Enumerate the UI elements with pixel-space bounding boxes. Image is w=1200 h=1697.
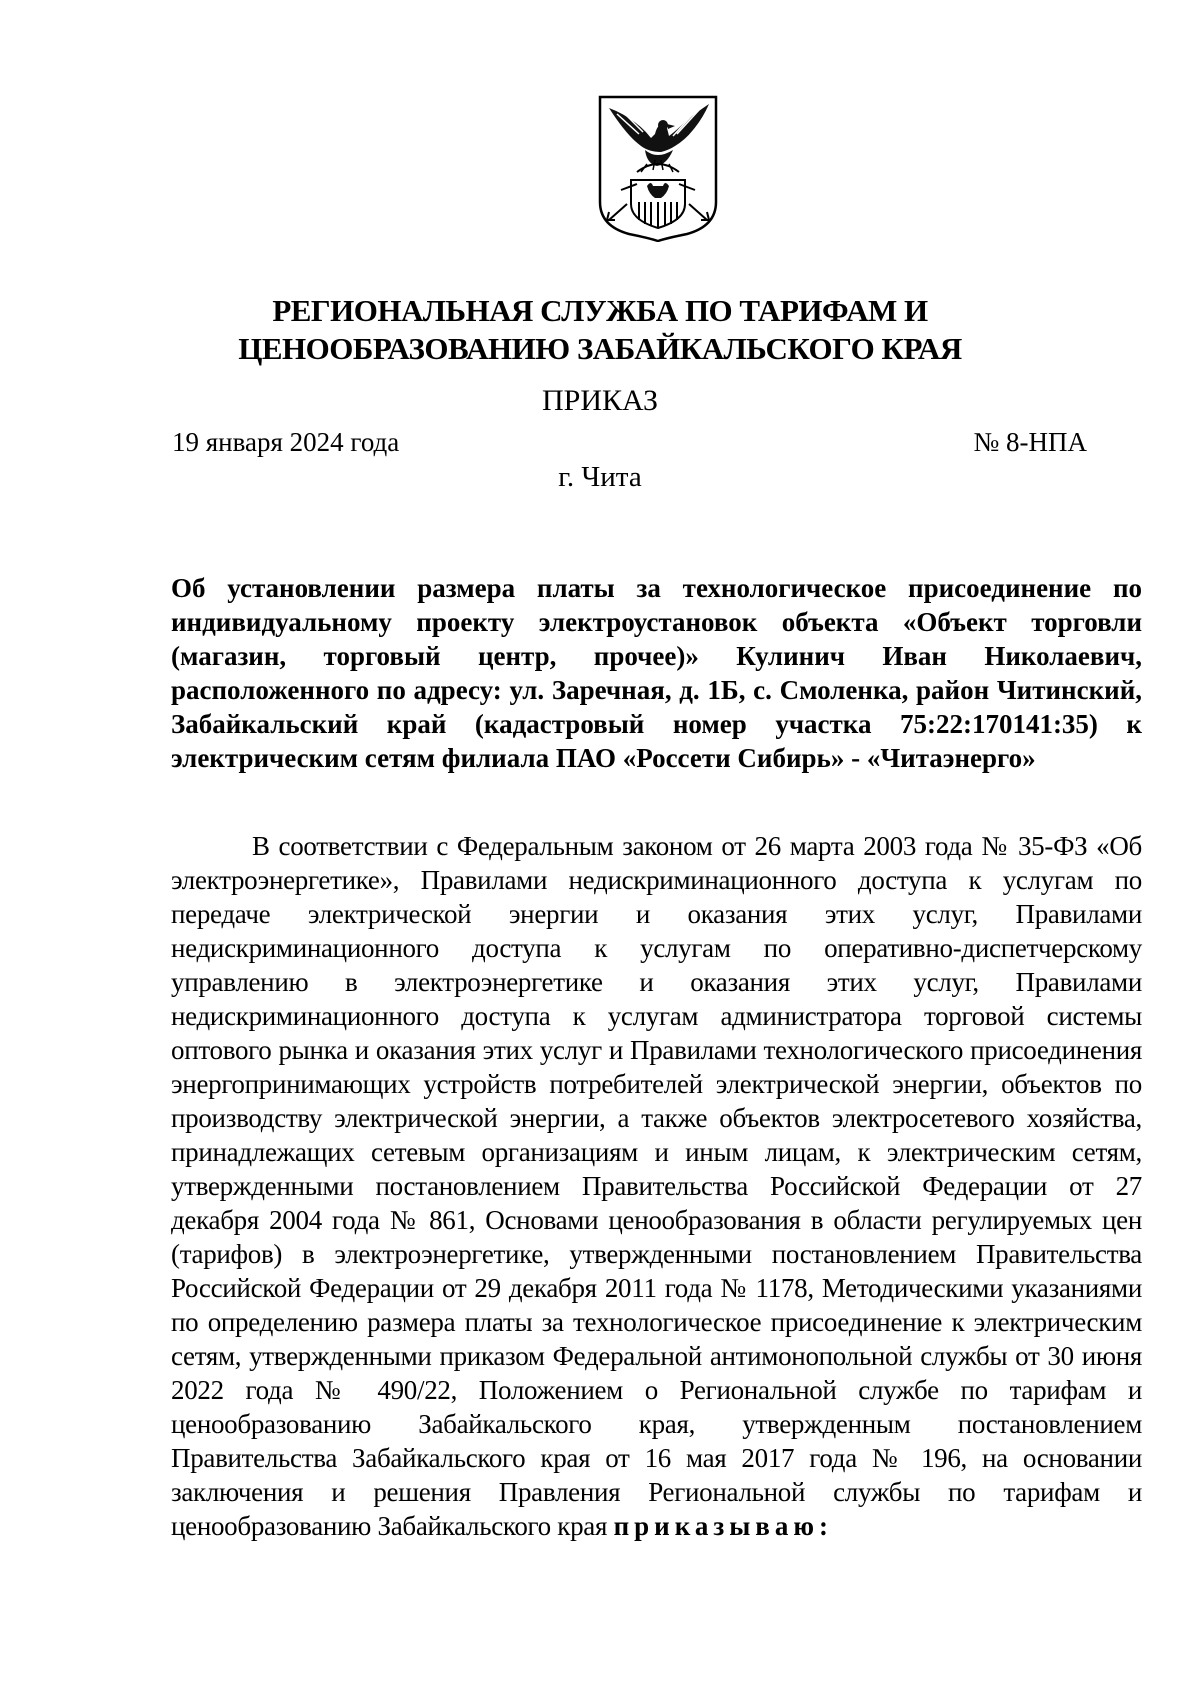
body-paragraph: В соответствии с Федеральным законом от 26 марта 2003 года № 35-ФЗ «Об электроэнергетике», Правилами недискриминационного доступа к услугам по передаче электрической энергии и оказания этих услуг, Правилами недискриминационного доступа к услугам по оперативно-диспетчерскому управлению в электроэнергетике и оказания этих услуг, Правилами недискриминационного доступа к услугам администратора торговой системы оптового рынка и оказания этих услуг и Правилами технологического присоединения энергопринимающих устройств потребителей электрической энергии, объектов по производству электрической энергии, а также объектов электросетевого хозяйства, принадлежащих сетевым организациям и иным лицам, к электрическим сетям, утвержденными постановлением Правительства Российской Федерации от 27 декабря 2004 года № 861, Основами ценообразования в области регулируемых цен (тарифов) в электроэнергетике, утвержденными постановлением Правительства Российской Федерации от 29 декабря 2011 года № 1178, Методическими указаниями по определению размера платы за технологическое присоединение к электрическим сетям, утвержденными приказом Федеральной антимонопольной службы от 30 июня 2022 года № 490/22, Положением о Региональной службе по тарифам и ценообразованию Забайкальского края, утвержденным постановлением Правительства Забайкальского края от 16 мая 2017 года № 196, на основании заключения и решения Правления Региональной службы по тарифам и ценообразованию Забайкальского края — [171, 831, 1142, 1541]
document-date: 19 января 2024 года — [172, 427, 400, 457]
document-city: г. Чита — [558, 461, 642, 493]
ordering-word: приказываю: — [613, 1511, 833, 1541]
document-subject: Об установлении размера платы за технологическое присоединение по индивидуальному проекту электроустановок объекта «Объект торговли (магазин, торговый центр, прочее)» Кулинич Иван Николаевич, расположенного по адресу: ул. Заречная, д. 1Б, с. Смоленка, район Читинский, Забайкальский край (кадастровый номер участка 75:22:170141:35) к электрическим сетям филиала ПАО «Россети Сибирь» - «Читаэнерго» — [171, 573, 1142, 773]
document-body — [171, 829, 1142, 1543]
document-number: № 8-НПА — [973, 427, 1087, 457]
agency-name-line-2: ЦЕНООБРАЗОВАНИЮ ЗАБАЙКАЛЬСКОГО КРАЯ — [238, 331, 962, 366]
coat-of-arms-icon — [597, 94, 719, 242]
document-type: ПРИКАЗ — [542, 384, 658, 417]
agency-name-line-1: РЕГИОНАЛЬНАЯ СЛУЖБА ПО ТАРИФАМ И — [272, 293, 928, 328]
agency-name — [0, 292, 1200, 368]
